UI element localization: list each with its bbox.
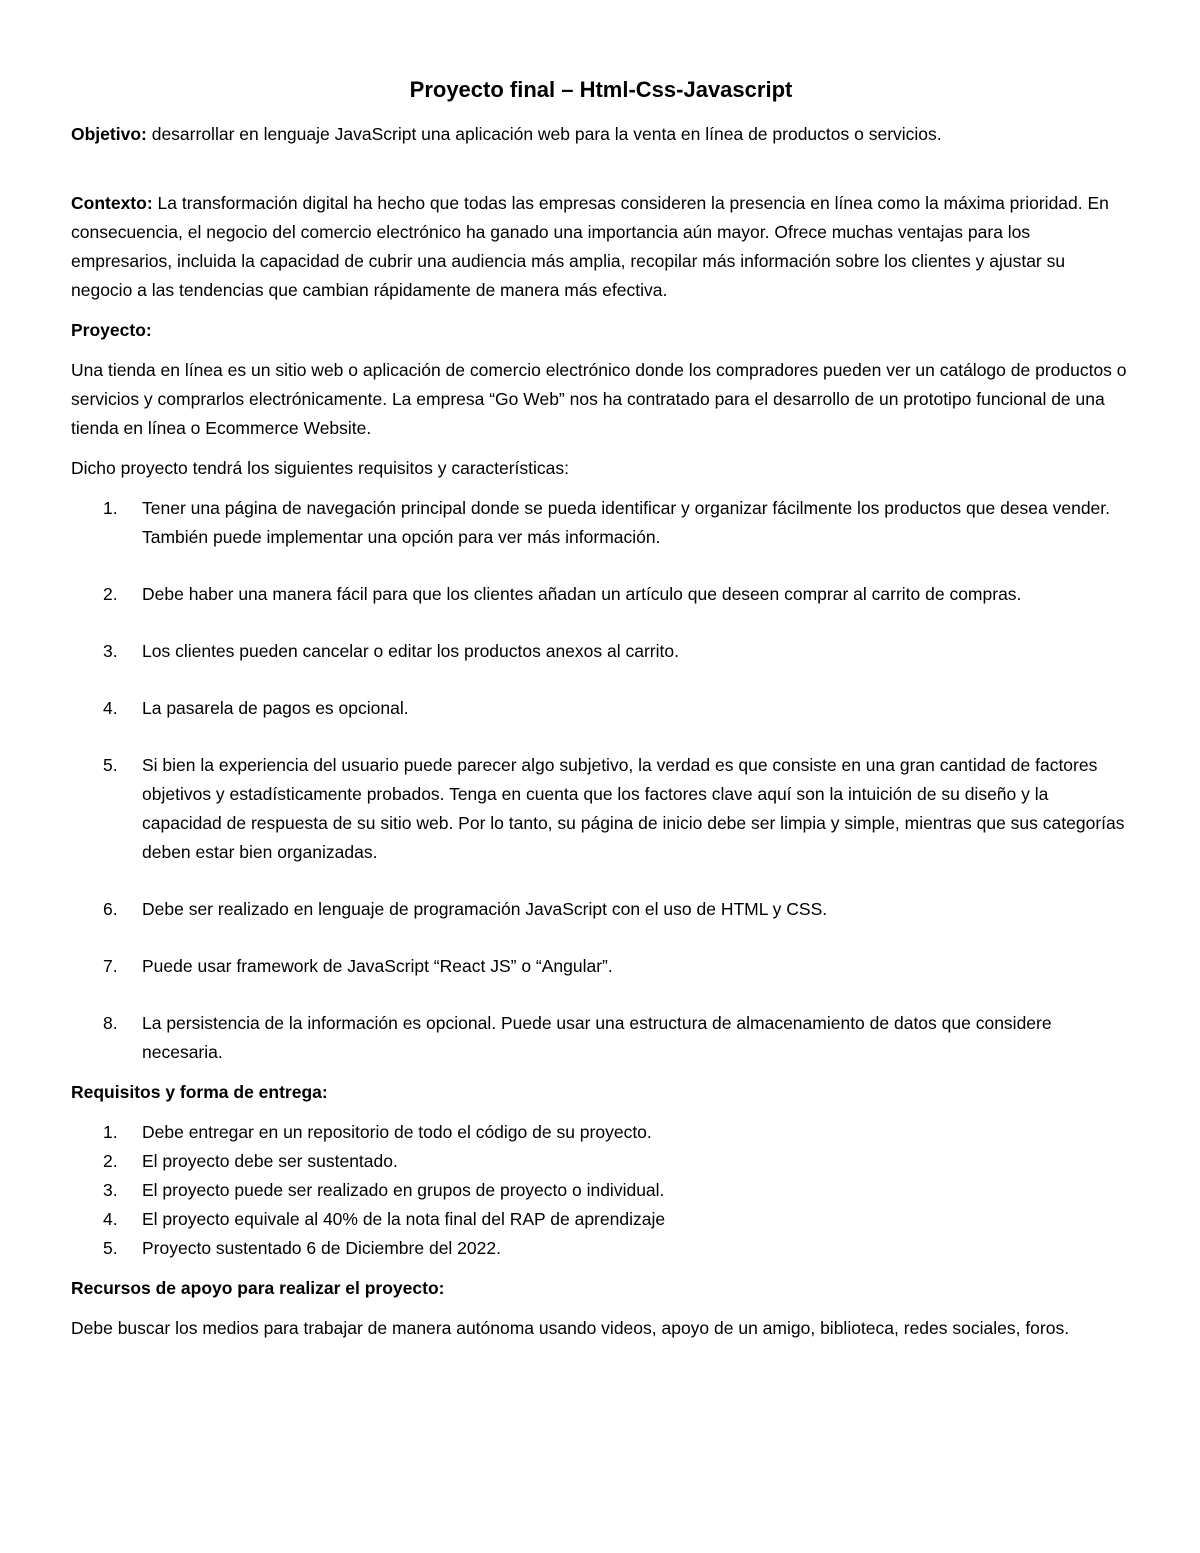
- resources-heading: Recursos de apoyo para realizar el proyecto:: [71, 1278, 445, 1298]
- list-item: [71, 1176, 1131, 1205]
- context-label: Contexto:: [71, 193, 153, 213]
- list-item: [71, 637, 1131, 666]
- requirements-list: [71, 494, 1131, 1067]
- list-item: [71, 1205, 1131, 1234]
- list-number: 5.: [103, 755, 118, 775]
- list-item-text: La pasarela de pagos es opcional.: [142, 698, 409, 718]
- document-page: [71, 74, 1131, 1354]
- resources-text: Debe buscar los medios para trabajar de manera autónoma usando videos, apoyo de un amigo, biblioteca, redes sociales, foros.: [71, 1318, 1070, 1338]
- list-item-text: Tener una página de navegación principal donde se pueda identificar y organizar fácilmente los productos que desea vender. También puede implementar una opción para ver más información.: [142, 498, 1111, 547]
- list-number: 3.: [103, 641, 118, 661]
- list-item-text: La persistencia de la información es opcional. Puede usar una estructura de almacenamiento de datos que considere necesaria.: [142, 1013, 1052, 1062]
- list-number: 5.: [103, 1238, 118, 1258]
- project-description: Una tienda en línea es un sitio web o aplicación de comercio electrónico donde los compradores pueden ver un catálogo de productos o servicios y comprarlos electrónicamente. La empresa “Go Web” nos ha contratado para el desarrollo de un prototipo funcional de una tienda en línea o Ecommerce Website.: [71, 360, 1127, 438]
- list-number: 3.: [103, 1180, 118, 1200]
- list-item-text: El proyecto puede ser realizado en grupos de proyecto o individual.: [142, 1180, 665, 1200]
- project-heading: Proyecto:: [71, 320, 152, 340]
- list-item: [71, 1147, 1131, 1176]
- list-item-text: El proyecto debe ser sustentado.: [142, 1151, 398, 1171]
- list-number: 6.: [103, 899, 118, 919]
- document-title: Proyecto final – Html-Css-Javascript: [409, 77, 793, 102]
- list-item-text: Los clientes pueden cancelar o editar los productos anexos al carrito.: [142, 641, 679, 661]
- list-item-text: Si bien la experiencia del usuario puede parecer algo subjetivo, la verdad es que consiste en una gran cantidad de factores objetivos y estadísticamente probados. Tenga en cuenta que los factores clave aquí son la intuición de su diseño y la capacidad de respuesta de su sitio web. Por lo tanto, su página de inicio debe ser limpia y simple, mientras que sus categorías deben estar bien organizadas.: [142, 755, 1125, 862]
- list-item-text: Debe haber una manera fácil para que los clientes añadan un artículo que deseen comprar al carrito de compras.: [142, 584, 1022, 604]
- list-item-text: El proyecto equivale al 40% de la nota final del RAP de aprendizaje: [142, 1209, 666, 1229]
- list-item-text: Proyecto sustentado 6 de Diciembre del 2022.: [142, 1238, 501, 1258]
- delivery-list: [71, 1118, 1131, 1263]
- delivery-heading: Requisitos y forma de entrega:: [71, 1082, 328, 1102]
- list-item-text: Debe ser realizado en lenguaje de programación JavaScript con el uso de HTML y CSS.: [142, 899, 828, 919]
- list-item: [71, 751, 1131, 867]
- list-item: [71, 1118, 1131, 1147]
- objective-label: Objetivo:: [71, 124, 147, 144]
- list-item-text: Puede usar framework de JavaScript “React JS” o “Angular”.: [142, 956, 613, 976]
- objective-text: desarrollar en lenguaje JavaScript una aplicación web para la venta en línea de productos o servicios.: [151, 124, 942, 144]
- list-number: 8.: [103, 1013, 118, 1033]
- list-number: 7.: [103, 956, 118, 976]
- list-number: 4.: [103, 698, 118, 718]
- list-number: 4.: [103, 1209, 118, 1229]
- list-item: [71, 1234, 1131, 1263]
- list-number: 1.: [103, 498, 118, 518]
- list-item: [71, 694, 1131, 723]
- list-item: [71, 895, 1131, 924]
- list-number: 1.: [103, 1122, 118, 1142]
- list-item: [71, 952, 1131, 981]
- list-number: 2.: [103, 584, 118, 604]
- objective-paragraph: [71, 120, 1131, 149]
- list-item: [71, 580, 1131, 609]
- list-item: [71, 1009, 1131, 1067]
- list-item: [71, 494, 1131, 552]
- context-paragraph: [71, 189, 1131, 305]
- context-text: La transformación digital ha hecho que todas las empresas consideren la presencia en línea como la máxima prioridad. En consecuencia, el negocio del comercio electrónico ha ganado una importancia aún mayor. Ofrece muchas ventajas para los empresarios, incluida la capacidad de cubrir una audiencia más amplia, recopilar más información sobre los clientes y ajustar su negocio a las tendencias que cambian rápidamente de manera más efectiva.: [71, 193, 1109, 300]
- list-number: 2.: [103, 1151, 118, 1171]
- list-item-text: Debe entregar en un repositorio de todo el código de su proyecto.: [142, 1122, 652, 1142]
- project-intro: Dicho proyecto tendrá los siguientes requisitos y características:: [71, 458, 570, 478]
